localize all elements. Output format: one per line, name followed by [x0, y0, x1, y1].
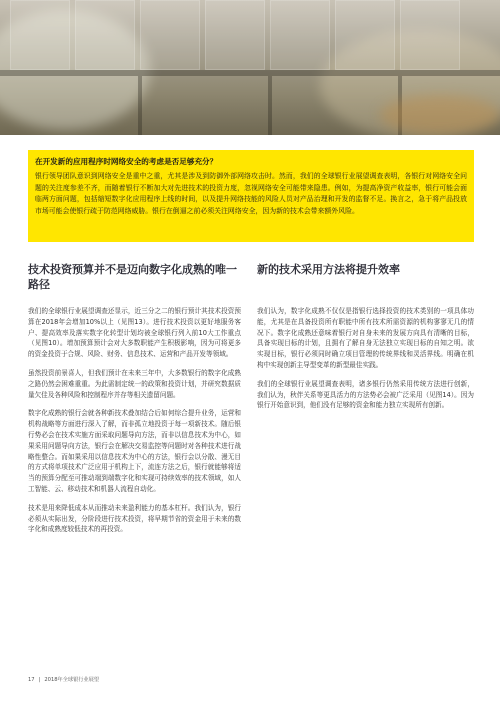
- right-paragraph: 我们认为，数字化成熟不仅仅是指银行选择投资的技术类别的一项具体功能，尤其是在具备投资所有职能中所有技术所需资源的机构寥寥无几的情况下。数字化成熟还意味着银行对自身未来的发展方向具有清晰的目标，具备实现目标的计划，且拥有了解自身无法独立实现目标的自知之明。欲实现目标，银行必须同时确立项目管理的传统界线和灵活界线。明确在机构中实现创新主导型变革的新型最佳实践。: [257, 307, 474, 369]
- page-number: 17: [28, 677, 35, 683]
- callout-box: [28, 150, 474, 242]
- footer-separator: |: [38, 677, 41, 683]
- left-paragraph: 数字化成熟的银行会就各种新技术叠加结合后如何综合提升业务，运营和机构战略等方面进行深入了解，而非孤立地投资于每一项新技术。随后银行势必会在技术实施方面采取问题导向方法，而非以信息技术为中心，如果采用问题导向方法，银行会在解决交易监控等问题时对各种技术进行战略性整合。而如果采用以信息技术为中心的方法，银行会以分散、漫无目的方式将单项技术广泛应用于机构上下，流连方法之后，银行就能够将适当的预算分配至可推动端到端数字化和实现可持续效率的技术领域，如人工智能、云、移动技术和机器人流程自动化。: [28, 409, 241, 493]
- left-column: [28, 262, 241, 543]
- left-paragraph: 我们的全球银行业展望调查还显示，近三分之二的银行预计其技术投资预算在2018年会增加10%以上（见图13）。进行技术投资以更好地服务客户、提高效率及落实数字化转型计划均被全球银行列入前10大工作重点（见图10）。增加预算预计会对大多数职能产生积极影响，因为可将更多的资金投资于合规、风险、财务、信息技术、运营和产品开发等领域。: [28, 307, 241, 359]
- right-paragraph: 我们的全球银行业展望调查表明，诸多银行仍然采用传统方法进行创新，我们认为，秋伴关系等更具活力的方法势必会被广泛采用（见图14）。因为银行开始意识到，他们没有足够的资金和能力独立实现所有创新。: [257, 379, 474, 410]
- right-heading: 新的技术采用方法将提升效率: [257, 263, 400, 276]
- header-photo: [0, 0, 500, 135]
- right-column: [257, 262, 474, 419]
- publication-title: 2018年全球银行业展望: [44, 677, 100, 683]
- callout-body: 银行领导团队意识到网络安全是重中之重，尤其是涉及到防御外部网络攻击时。然而，我们的全球银行业展望调查表明，各银行对网络安全问题的关注度参差不齐，而随着银行不断加大对先进技术的投资力度，忽视网络安全可能带来隐患。例如，为提高净资产收益率，银行可能会面临两方面问题，包括缩短数字化应用程序上线的时间，以及提升网络技能的风险人员对产品治理和开发的监督不足。换言之，急于将产品投放市场可能会使银行疏于防范网络威胁。银行在倒逼之前必须关注网络安全，因为新的技术会带来额外风险。: [35, 172, 467, 215]
- left-heading: 技术投资预算并不是迈向数字化成熟的唯一路径: [28, 263, 237, 291]
- left-paragraph: 虽然投资前景喜人，但我们预计在未来三年中，大多数银行的数字化成熟之路仍然会困难重重。为此需制定统一的政策和投资计划，并研究数据质量欠佳及各种风险和控制程序并存等相关遗留问题。: [28, 368, 241, 399]
- page-footer: [28, 676, 99, 683]
- left-paragraph: 技术是用来降低成本从而推动未来盈利能力的基本杠杆。我们认为，银行必须从实际出发，分阶段进行技术投资，将早期节省的资金用于未来的数字化和成熟度较低技术的再投资。: [28, 503, 241, 534]
- callout-title: 在开发新的应用程序时网络安全的考虑是否足够充分？: [35, 157, 218, 166]
